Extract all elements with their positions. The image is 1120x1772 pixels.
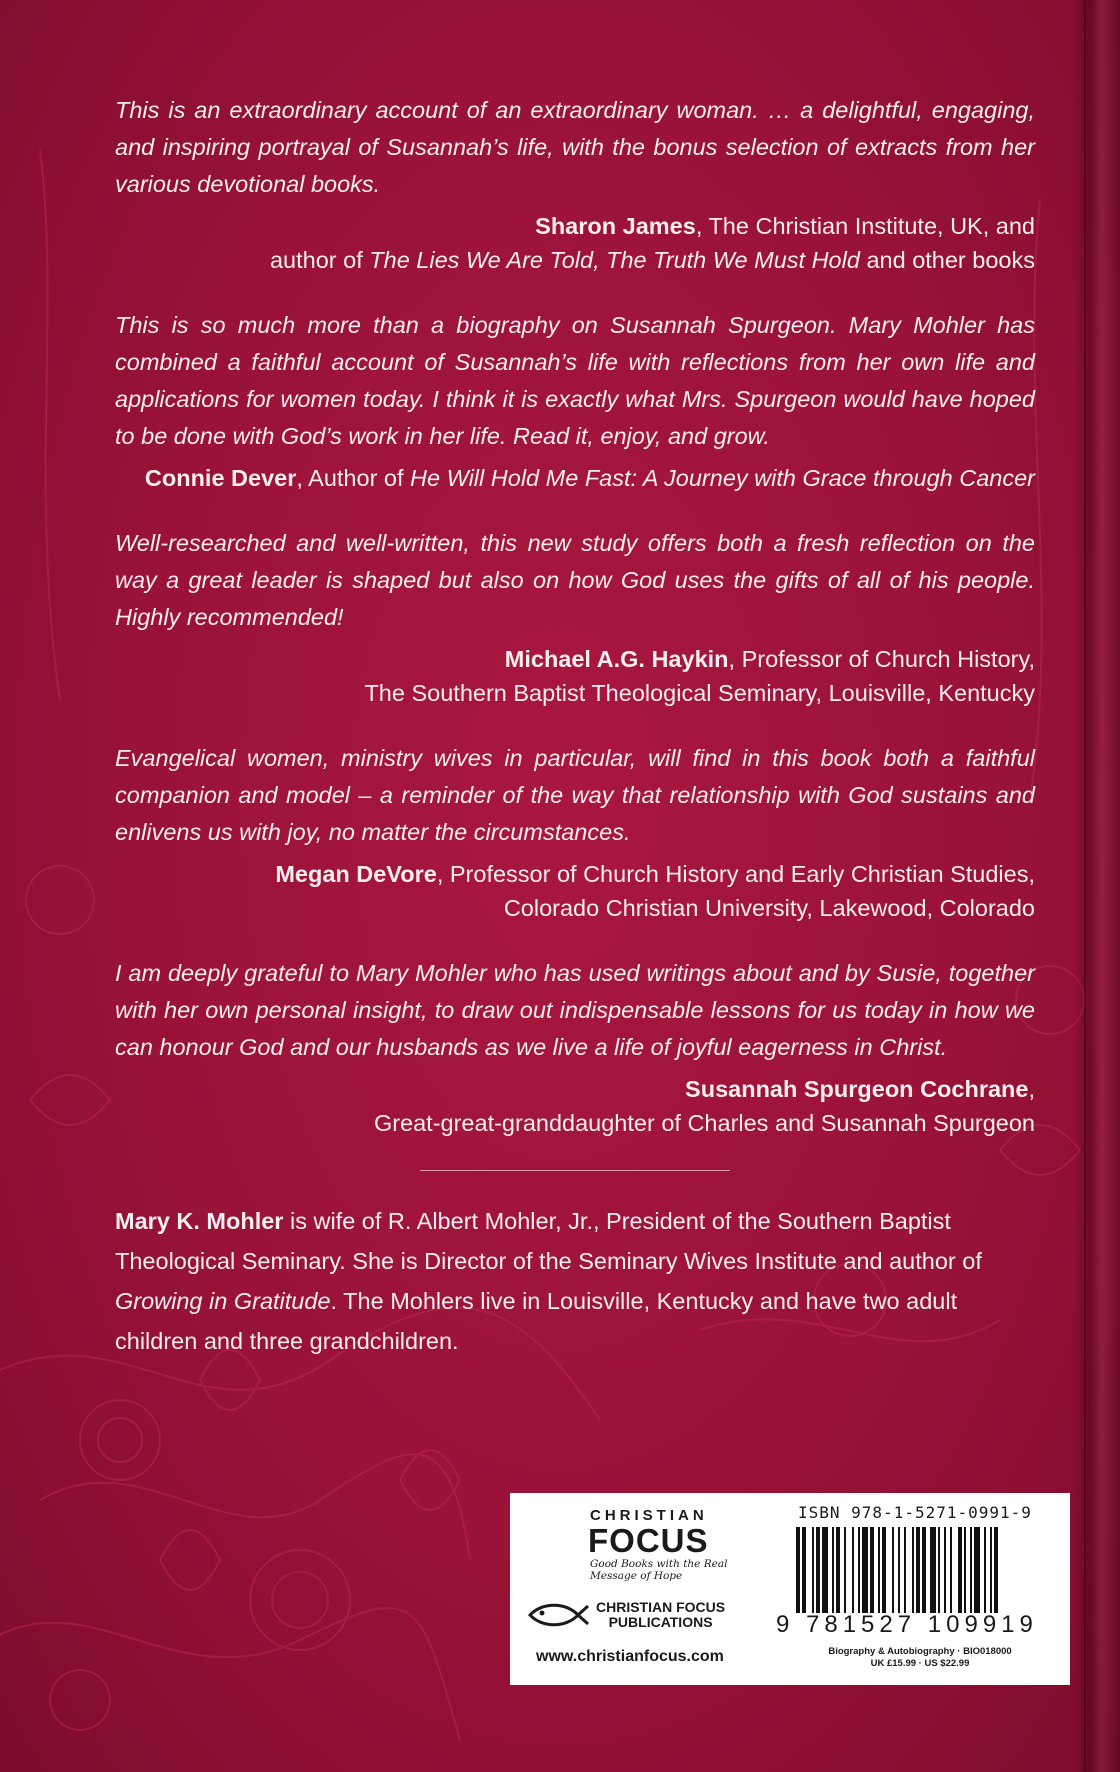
endorsement-2: [115, 307, 1035, 495]
endorsement-attribution: [115, 642, 1035, 710]
logo-tagline: Good Books with the Real Message of Hope: [590, 1558, 728, 1582]
publisher-imprint: [528, 1600, 725, 1630]
endorsement-quote: This is an extraordinary account of an extraordinary woman. … a delightful, engaging, and inspiring portrayal of Susannah’s life, with the bonus selection of extracts from her various devotional books.: [115, 97, 1035, 197]
endorser-affiliation: , Author of: [296, 465, 411, 491]
endorsement-attribution: [115, 857, 1035, 925]
endorser-name: Connie Dever: [144, 465, 297, 491]
endorser-credit-prefix: author of: [269, 247, 370, 273]
spine-hinge-line: [1084, 0, 1086, 1772]
isbn-label: ISBN 978-1-5271-0991-9: [798, 1503, 1032, 1522]
endorser-relation: Great-great-granddaughter of Charles and Susannah Spurgeon: [373, 1110, 1035, 1136]
endorser-book-title: The Lies We Are Told, The Truth We Must Hold: [369, 247, 860, 273]
endorser-name: Megan DeVore: [275, 861, 437, 887]
fish-icon: [528, 1600, 590, 1630]
book-prices: UK £15.99 · US $22.99: [870, 1658, 970, 1669]
endorser-affiliation: ,: [1028, 1076, 1035, 1102]
endorsement-quote: Well-researched and well-written, this new study offers both a fresh reflection on the way a great leader is shaped but also on how God uses the gifts of all of his people. Highly recommended!: [115, 530, 1035, 630]
endorser-credit-suffix: and other books: [859, 247, 1035, 273]
endorsement-1: [115, 92, 1035, 277]
barcode-bars: [796, 1527, 1058, 1613]
publisher-website: www.christianfocus.com: [536, 1648, 724, 1665]
publisher-name-line2: PUBLICATIONS: [608, 1614, 713, 1630]
publisher-barcode-panel: [510, 1493, 1070, 1685]
section-divider: [420, 1170, 730, 1171]
endorsement-5: [115, 955, 1035, 1140]
author-name: Mary K. Mohler: [115, 1208, 284, 1234]
logo-top-text: CHRISTIAN: [590, 1507, 708, 1524]
endorser-name: Michael A.G. Haykin: [504, 646, 729, 672]
endorser-name: Susannah Spurgeon Cochrane: [685, 1076, 1029, 1102]
back-cover-text: [115, 92, 1035, 1361]
endorsement-3: [115, 525, 1035, 710]
endorsement-attribution: [115, 1072, 1035, 1140]
logo-main-text: FOCUS: [588, 1522, 709, 1559]
author-book-title: Growing in Gratitude: [115, 1288, 331, 1314]
book-category: Biography & Autobiography · BIO018000: [828, 1646, 1012, 1657]
ean-digits: 9 781527 109919: [776, 1611, 1038, 1638]
publisher-name: [596, 1600, 725, 1630]
barcode-category-info: [820, 1646, 1020, 1670]
endorsement-4: [115, 740, 1035, 925]
endorsement-quote: Evangelical women, ministry wives in particular, will find in this book both a faithful companion and model – a reminder of the way that relationship with God sustains and enlivens us with joy, no matter the circumstances.: [115, 745, 1035, 845]
author-bio-text-end: . The Mohlers live in Louisville, Kentucky and have two adult children and three grandchildren.: [115, 1288, 958, 1354]
publisher-name-line1: CHRISTIAN FOCUS: [596, 1599, 726, 1615]
endorser-name: Sharon James: [535, 213, 696, 239]
endorser-affiliation: , Professor of Church History,: [728, 646, 1035, 672]
endorsement-quote: I am deeply grateful to Mary Mohler who has used writings about and by Susie, together with her own personal insight, to draw out indispensable lessons for us today in how we can honour God and our husbands as we live a life of joyful eagerness in Christ.: [115, 960, 1035, 1060]
endorsement-attribution: [115, 461, 1035, 495]
endorser-affiliation: , The Christian Institute, UK, and: [695, 213, 1035, 239]
christian-focus-logo: [530, 1507, 770, 1582]
endorser-affiliation: , Professor of Church History and Early Christian Studies,: [436, 861, 1035, 887]
author-bio: [115, 1201, 1035, 1361]
endorser-institution: Colorado Christian University, Lakewood, Colorado: [503, 895, 1035, 921]
author-bio-text: is wife of R. Albert Mohler, Jr., President of the Southern Baptist Theological Seminary. She is Director of the Seminary Wives Institute and author of: [115, 1208, 982, 1274]
endorser-institution: The Southern Baptist Theological Seminary, Louisville, Kentucky: [364, 680, 1035, 706]
spine-edge-shadow: [1074, 0, 1120, 1772]
endorsement-quote: This is so much more than a biography on Susannah Spurgeon. Mary Mohler has combined a faithful account of Susannah’s life with reflections from her own life and applications for women today. I think it is exactly what Mrs. Spurgeon would have hoped to be done with God’s work in her life. Read it, enjoy, and grow.: [115, 312, 1035, 449]
endorser-book-title: He Will Hold Me Fast: A Journey with Grace through Cancer: [410, 465, 1035, 491]
endorsement-attribution: [115, 209, 1035, 277]
